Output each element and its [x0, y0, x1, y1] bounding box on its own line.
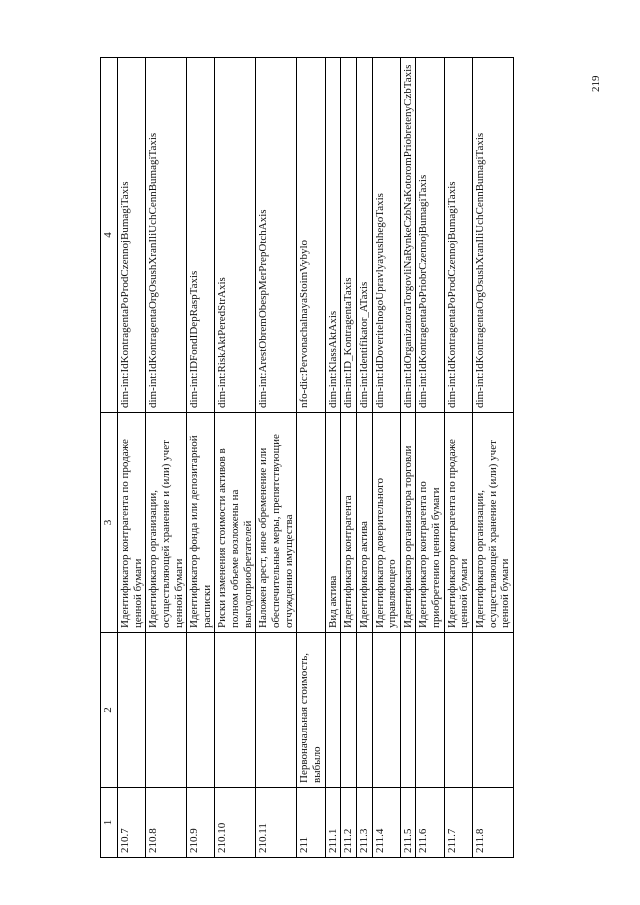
dimension-name-cell: Идентификатор актива [356, 413, 372, 633]
indicator-name-cell [146, 633, 187, 788]
column-header: 3 [101, 413, 118, 633]
dimension-name-cell: Идентификатор контрагента по продаже ценной бумаги [444, 413, 472, 633]
indicator-name-cell [118, 633, 146, 788]
table-row [146, 58, 187, 858]
rotated-table-container [100, 58, 565, 858]
row-number-cell: 210.9 [187, 788, 215, 858]
code-cell: dim-int:ArestObremObespMerPrepOtchAxis [256, 58, 297, 413]
row-number-cell: 211.5 [400, 788, 416, 858]
dimension-name-cell: Идентификатор организации, осуществляющей хранение и (или) учет ценной бумаги [146, 413, 187, 633]
indicator-name-cell [256, 633, 297, 788]
code-cell: dim-int:IdKontragentaOrgOsushXranIliUchCennBumagiTaxis [473, 58, 514, 413]
column-header: 4 [101, 58, 118, 413]
row-number-cell: 211 [297, 788, 325, 858]
dimension-name-cell: Идентификатор контрагента [341, 413, 357, 633]
data-table [100, 57, 514, 858]
table-row [473, 58, 514, 858]
table-row [215, 58, 256, 858]
table-row [325, 58, 341, 858]
dimension-name-cell: Идентификатор организации, осуществляющей хранение и (или) учет ценной бумаги [473, 413, 514, 633]
code-cell: dim-int:IdKontragentaPoProdCzennojBumagiTaxis [118, 58, 146, 413]
code-cell: dim-int:IdKontragentaOrgOsushXranIliUchCennBumagiTaxis [146, 58, 187, 413]
dimension-name-cell: Идентификатор доверительного управляющего [372, 413, 400, 633]
table-row [341, 58, 357, 858]
row-number-cell: 211.8 [473, 788, 514, 858]
row-number-cell: 211.3 [356, 788, 372, 858]
dimension-name-cell: Идентификатор организатора торговли [400, 413, 416, 633]
indicator-name-cell [356, 633, 372, 788]
table-row [187, 58, 215, 858]
table-row [372, 58, 400, 858]
indicator-name-cell [473, 633, 514, 788]
table-row [356, 58, 372, 858]
dimension-name-cell [297, 413, 325, 633]
code-cell: dim-int:IdDoveritelnogoUpravlyayushhegoTaxis [372, 58, 400, 413]
table-row [416, 58, 444, 858]
row-number-cell: 211.6 [416, 788, 444, 858]
table-row [400, 58, 416, 858]
table-row [256, 58, 297, 858]
row-number-cell: 210.8 [146, 788, 187, 858]
row-number-cell: 211.4 [372, 788, 400, 858]
row-number-cell: 210.10 [215, 788, 256, 858]
indicator-name-cell [416, 633, 444, 788]
dimension-name-cell: Наложен арест, иное обременение или обеспечительные меры, препятствующие отчуждению имущества [256, 413, 297, 633]
dimension-name-cell: Идентификатор фонда или депозитарной расписки [187, 413, 215, 633]
column-header: 1 [101, 788, 118, 858]
indicator-name-cell [400, 633, 416, 788]
row-number-cell: 211.2 [341, 788, 357, 858]
row-number-cell: 210.7 [118, 788, 146, 858]
indicator-name-cell [215, 633, 256, 788]
row-number-cell: 210.11 [256, 788, 297, 858]
row-number-cell: 211.1 [325, 788, 341, 858]
code-cell: nfo-dic:PervonachalnayaStoimVybylo [297, 58, 325, 413]
row-number-cell: 211.7 [444, 788, 472, 858]
table-body [118, 58, 514, 858]
dimension-name-cell: Риски изменения стоимости активов в полном объеме возложены на выгодоприобретателей [215, 413, 256, 633]
code-cell: dim-int:KlassAktAxis [325, 58, 341, 413]
code-cell: dim-int:RiskAktPeredStrAxis [215, 58, 256, 413]
code-cell: dim-int:ID_KontragentaTaxis [341, 58, 357, 413]
dimension-name-cell: Идентификатор контрагента по приобретению ценной бумаги [416, 413, 444, 633]
indicator-name-cell [372, 633, 400, 788]
page-number-text: 219 [590, 75, 602, 92]
indicator-name-cell [444, 633, 472, 788]
dimension-name-cell: Идентификатор контрагента по продаже ценной бумаги [118, 413, 146, 633]
indicator-name-cell [341, 633, 357, 788]
code-cell: dim-int:IdOrganizatoraTorgovliNaRynkeCzbNaKotoromPriobretenyCzbTaxis [400, 58, 416, 413]
indicator-name-cell [187, 633, 215, 788]
code-cell: dim-int:Identifikator_ATaxis [356, 58, 372, 413]
code-cell: dim-int:IdKontragentaPoPriobrCzennojBumagiTaxis [416, 58, 444, 413]
code-cell: dim-int:IDFondIDepRaspTaxis [187, 58, 215, 413]
table-row [297, 58, 325, 858]
table-header-row [101, 58, 118, 858]
table-row [444, 58, 472, 858]
page-number [590, 64, 610, 92]
dimension-name-cell: Вид актива [325, 413, 341, 633]
table-row [118, 58, 146, 858]
column-header: 2 [101, 633, 118, 788]
code-cell: dim-int:IdKontragentaPoProdCzennojBumagiTaxis [444, 58, 472, 413]
indicator-name-cell [325, 633, 341, 788]
indicator-name-cell: Первоначальная стоимость, выбыло [297, 633, 325, 788]
